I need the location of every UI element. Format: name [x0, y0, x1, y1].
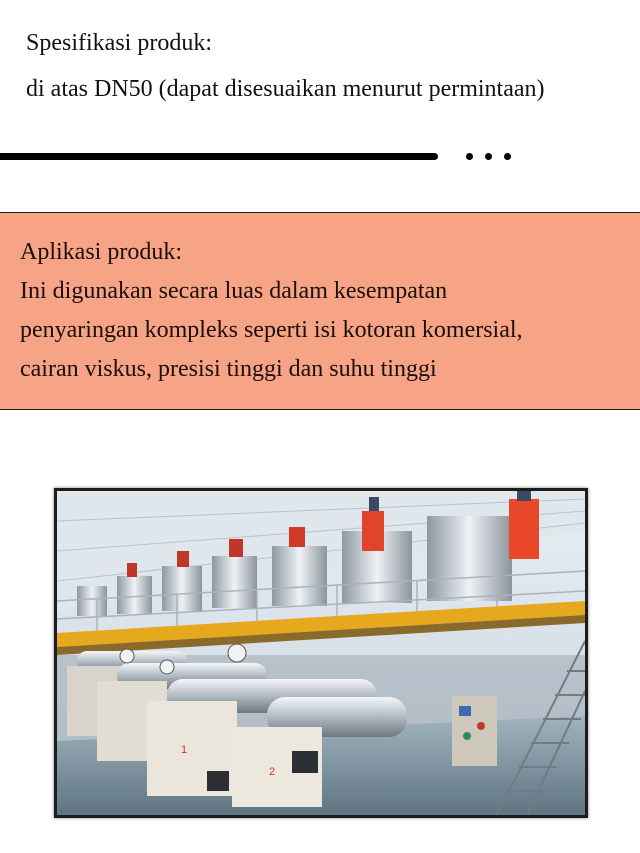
product-specification-section [26, 26, 626, 106]
factory-illustration [57, 491, 585, 815]
application-line: Ini digunakan secara luas dalam kesempatan [20, 278, 448, 304]
application-description [20, 272, 635, 389]
factory-photo [54, 488, 588, 818]
machine-label: 1 [181, 744, 188, 756]
application-line: cairan viskus, presisi tinggi dan suhu tinggi [20, 356, 437, 382]
section-divider-line [0, 153, 438, 160]
control-panel [452, 696, 497, 766]
divider-dots [466, 153, 511, 160]
dot-icon [504, 153, 511, 160]
specification-heading: Spesifikasi produk: [26, 30, 212, 56]
machine-label: 2 [269, 766, 276, 778]
dot-icon [485, 153, 492, 160]
application-line: penyaringan kompleks seperti isi kotoran komersial, [20, 317, 523, 343]
specification-value: di atas DN50 (dapat disesuaikan menurut permintaan) [26, 76, 545, 102]
product-application-box [0, 212, 640, 410]
dot-icon [466, 153, 473, 160]
application-heading: Aplikasi produk: [20, 239, 182, 265]
